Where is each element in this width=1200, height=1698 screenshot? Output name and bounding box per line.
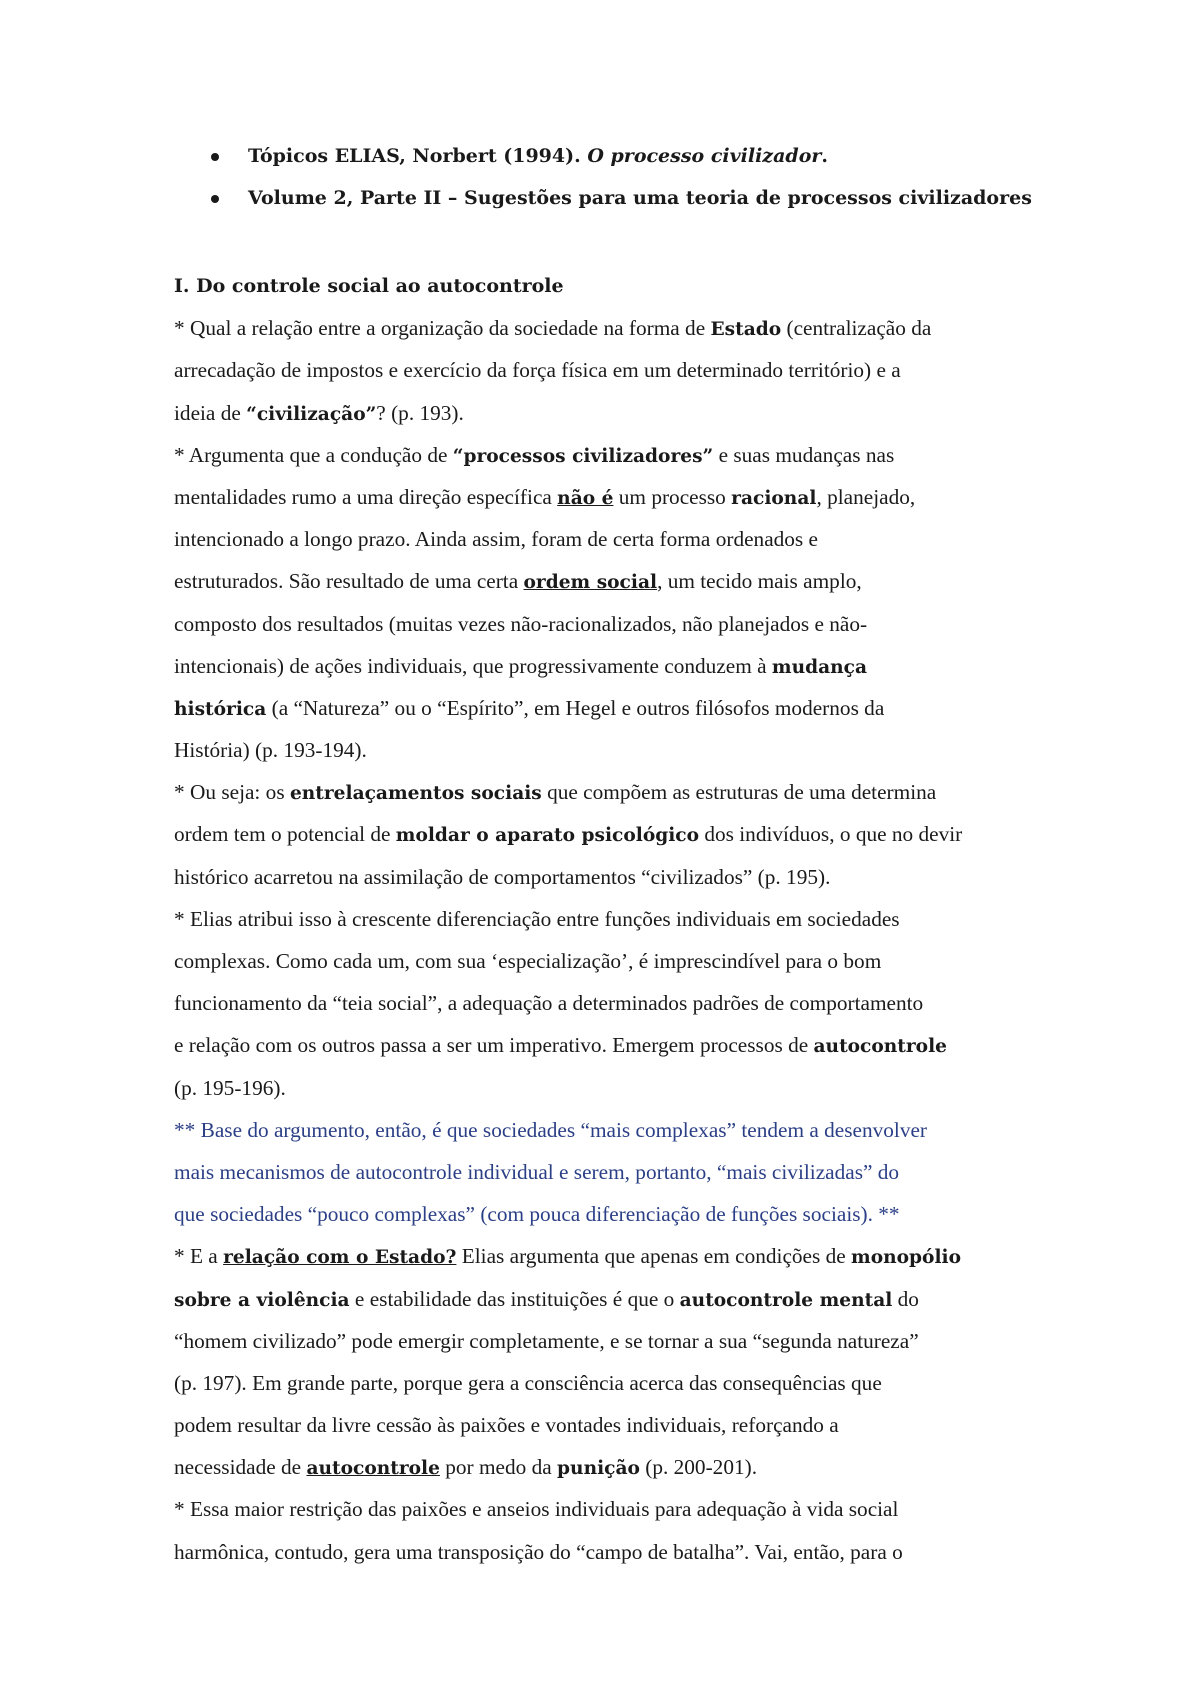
text-segment: funcionamento da “teia social”, a adequação a determinados padrões de comportamento — [174, 991, 924, 1016]
text-segment: (centralização da — [781, 316, 932, 341]
text-segment: * Argumenta que a condução de — [174, 442, 453, 467]
bold-text: autocontrole mental — [679, 1289, 893, 1311]
text-segment: , planejado, — [816, 484, 916, 509]
text-line — [174, 567, 1054, 609]
text-segment: necessidade de — [174, 1455, 307, 1480]
text-segment: dos indivíduos, o que no devir — [699, 822, 963, 847]
text-line — [174, 1074, 1054, 1116]
text-line — [174, 652, 1054, 694]
bold-text: relação com o Estado? — [223, 1247, 457, 1269]
text-line — [174, 1158, 1054, 1200]
text-line — [174, 1031, 1054, 1073]
text-segment: * E a — [174, 1244, 224, 1269]
text-line — [174, 356, 1054, 398]
bold-text: mudança — [771, 656, 868, 678]
text-segment: intencionais) de ações individuais, que progressivamente conduzem à — [174, 653, 772, 678]
text-line — [174, 947, 1054, 989]
section-heading: I. Do controle social ao autocontrole — [174, 275, 564, 297]
bold-text: autocontrole — [306, 1458, 440, 1480]
text-line — [174, 1200, 1054, 1242]
text-line — [174, 863, 1054, 905]
bold-text: não é — [557, 487, 614, 509]
text-line — [174, 610, 1054, 652]
text-line — [174, 1411, 1054, 1453]
bold-text: monopólio — [851, 1247, 961, 1269]
text-segment: * Qual a relação entre a organização da sociedade na forma de — [174, 316, 711, 341]
text-line — [174, 1285, 1054, 1327]
text-line — [174, 1453, 1054, 1495]
text-line — [174, 1116, 1054, 1158]
bold-text: racional — [731, 487, 817, 509]
text-segment: “homem civilizado” pode emergir completamente, e se tornar a sua “segunda natureza” — [174, 1328, 919, 1353]
bold-text: Estado — [710, 319, 782, 341]
bold-text: “processos civilizadores” — [452, 445, 714, 467]
text-segment: Elias argumenta que apenas em condições de — [456, 1244, 852, 1269]
text-line — [174, 1327, 1054, 1369]
bullet-text: . — [821, 145, 829, 167]
text-segment: composto dos resultados (muitas vezes não-racionalizados, não planejados e não- — [174, 611, 868, 636]
text-segment: * Ou seja: os — [174, 780, 290, 805]
bullet-text: Volume 2, Parte II – Sugestões para uma teoria de processos civilizadores — [248, 187, 1032, 209]
text-segment: um processo — [613, 484, 732, 509]
text-line — [174, 778, 1054, 820]
text-line — [174, 314, 1054, 356]
text-segment: (p. 200-201). — [639, 1455, 758, 1480]
text-segment: por medo da — [439, 1455, 558, 1480]
document-body — [174, 272, 1054, 1580]
text-segment: (p. 197). Em grande parte, porque gera a consciência acerca das consequências que — [174, 1370, 882, 1395]
text-segment: ? (p. 193). — [376, 400, 464, 425]
text-line — [174, 1369, 1054, 1411]
text-line — [174, 989, 1054, 1031]
text-segment: do — [892, 1286, 919, 1311]
text-line — [174, 1538, 1054, 1580]
bold-text: ordem social — [523, 572, 658, 594]
text-segment: complexas. Como cada um, com sua ‘especialização’, é imprescindível para o bom — [174, 949, 882, 973]
text-segment: podem resultar da livre cessão às paixões e vontades individuais, reforçando a — [174, 1413, 839, 1438]
text-line — [174, 525, 1054, 567]
text-segment: * Elias atribui isso à crescente diferenciação entre funções individuais em sociedades — [174, 906, 900, 931]
text-segment: e suas mudanças nas — [713, 442, 895, 467]
text-segment: histórico acarretou na assimilação de comportamentos “civilizados” (p. 195). — [174, 864, 831, 889]
bold-text: “civilização” — [246, 403, 377, 425]
text-line — [174, 736, 1054, 778]
text-segment: e relação com os outros passa a ser um imperativo. Emergem processos de — [174, 1033, 814, 1058]
text-segment: estruturados. São resultado de uma certa — [174, 569, 524, 594]
text-line — [174, 1242, 1054, 1284]
text-line — [174, 399, 1054, 441]
bold-text: histórica — [174, 698, 267, 720]
text-segment: arrecadação de impostos e exercício da força física em um determinado território) e a — [174, 358, 901, 383]
text-segment: harmônica, contudo, gera uma transposição do “campo de batalha”. Vai, então, para o — [174, 1539, 903, 1564]
text-segment: que compõem as estruturas de uma determina — [541, 780, 937, 805]
text-segment: intencionado a longo prazo. Ainda assim, foram de certa forma ordenados e — [174, 527, 819, 552]
bold-text: punição — [557, 1458, 640, 1480]
topic-bullet-list — [248, 143, 1032, 227]
blue-note-text: mais mecanismos de autocontrole individual e serem, portanto, “mais civilizadas” do — [174, 1159, 900, 1184]
bold-text: sobre a violência — [174, 1289, 350, 1311]
text-segment: mentalidades rumo a uma direção específica — [174, 484, 558, 509]
bullet-item — [248, 185, 1032, 227]
text-segment: e estabilidade das instituições é que o — [349, 1286, 680, 1311]
text-segment: ideia de — [174, 400, 247, 425]
blue-note-text: que sociedades “pouco complexas” (com pouca diferenciação de funções sociais). ** — [174, 1202, 900, 1227]
bold-text: moldar o aparato psicológico — [395, 825, 700, 847]
text-line — [174, 905, 1054, 947]
blue-note-text: ** Base do argumento, então, é que sociedades “mais complexas” tendem a desenvolver — [174, 1117, 928, 1142]
bold-text: entrelaçamentos sociais — [289, 783, 542, 805]
text-segment: * Essa maior restrição das paixões e anseios individuais para adequação à vida social — [174, 1497, 899, 1522]
text-segment: História) (p. 193-194). — [174, 738, 367, 763]
text-line — [174, 694, 1054, 736]
text-line — [174, 1495, 1054, 1537]
text-segment: , um tecido mais amplo, — [657, 569, 862, 594]
bold-text: autocontrole — [813, 1036, 947, 1058]
text-line — [174, 441, 1054, 483]
book-title: O processo civilizador — [587, 145, 822, 167]
text-line — [174, 483, 1054, 525]
bullet-text: Tópicos ELIAS, Norbert (1994). — [248, 145, 588, 167]
text-segment: ordem tem o potencial de — [174, 822, 396, 847]
text-line — [174, 820, 1054, 862]
bullet-item — [248, 143, 1032, 185]
text-segment: (a “Natureza” ou o “Espírito”, em Hegel e outros filósofos modernos da — [266, 695, 885, 720]
text-segment: (p. 195-196). — [174, 1075, 286, 1100]
